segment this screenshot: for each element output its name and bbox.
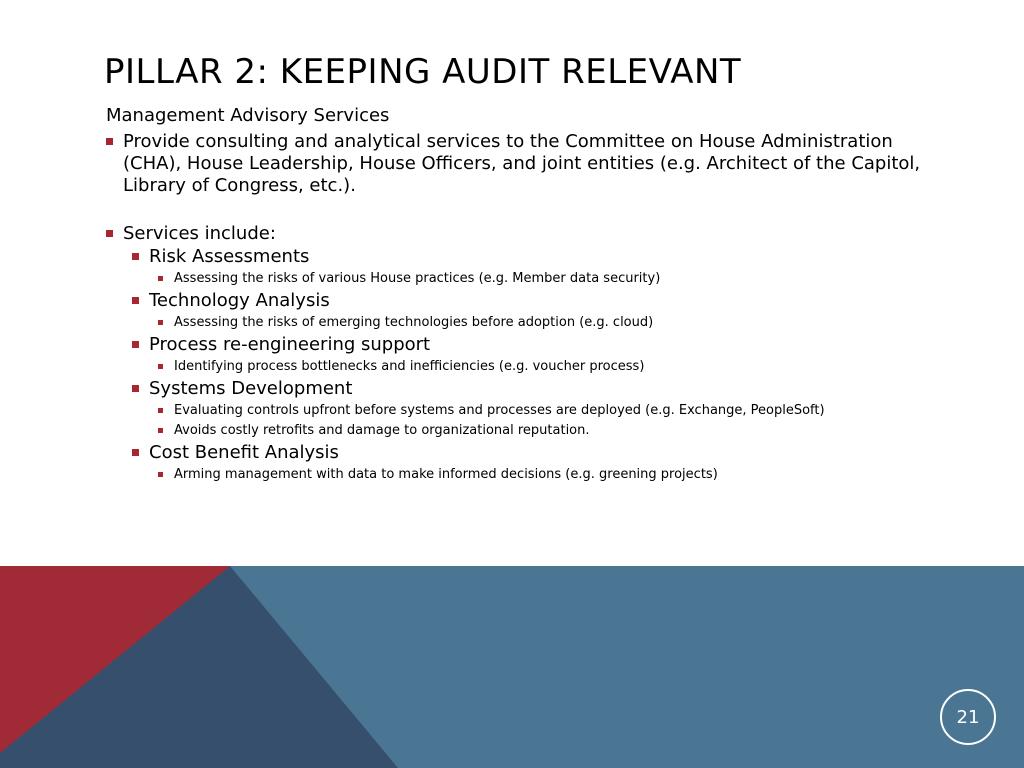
service-label: Cost Benefit Analysis — [149, 442, 339, 463]
bullet-text: Provide consulting and analytical services to the Committee on House Administration (CHA), House Leadership, House Officers, and joint entities (e.g. Architect of the Capitol, Library of Congress, etc.). — [123, 131, 921, 196]
service-detail — [104, 401, 924, 421]
service-label: Technology Analysis — [149, 290, 330, 311]
service-item — [104, 289, 924, 313]
square-bullet-icon — [158, 472, 163, 477]
square-bullet-icon — [158, 320, 163, 325]
page-number-badge — [940, 689, 996, 745]
service-item — [104, 245, 924, 269]
service-detail — [104, 313, 924, 333]
square-bullet-icon — [132, 297, 139, 304]
detail-text: Assessing the risks of emerging technologies before adoption (e.g. cloud) — [174, 315, 654, 330]
square-bullet-icon — [106, 230, 113, 237]
bullet-item-consulting — [104, 131, 924, 197]
detail-text: Identifying process bottlenecks and inefficiencies (e.g. voucher process) — [174, 359, 645, 374]
detail-text: Assessing the risks of various House practices (e.g. Member data security) — [174, 271, 661, 286]
page-number: 21 — [956, 706, 980, 728]
bullet-text: Services include: — [123, 223, 276, 244]
square-bullet-icon — [132, 449, 139, 456]
detail-text: Avoids costly retrofits and damage to organizational reputation. — [174, 423, 590, 438]
decorative-footer-band — [0, 566, 1024, 768]
service-detail — [104, 357, 924, 377]
bullet-item-services — [104, 223, 924, 245]
detail-text: Evaluating controls upfront before systems and processes are deployed (e.g. Exchange, PeopleSoft) — [174, 403, 825, 418]
detail-text: Arming management with data to make informed decisions (e.g. greening projects) — [174, 467, 718, 482]
square-bullet-icon — [158, 428, 163, 433]
service-item — [104, 441, 924, 465]
square-bullet-icon — [132, 253, 139, 260]
square-bullet-icon — [106, 138, 113, 145]
service-detail — [104, 269, 924, 289]
service-item — [104, 377, 924, 401]
square-bullet-icon — [158, 276, 163, 281]
service-label: Process re-engineering support — [149, 334, 431, 355]
service-label: Systems Development — [149, 378, 353, 399]
bullet-list — [104, 131, 924, 485]
service-label: Risk Assessments — [149, 246, 310, 267]
slide-subtitle: Management Advisory Services — [106, 105, 390, 126]
square-bullet-icon — [132, 385, 139, 392]
square-bullet-icon — [158, 408, 163, 413]
slide-title: PILLAR 2: KEEPING AUDIT RELEVANT — [104, 52, 742, 92]
service-item — [104, 333, 924, 357]
square-bullet-icon — [132, 341, 139, 348]
square-bullet-icon — [158, 364, 163, 369]
service-detail — [104, 421, 924, 441]
service-detail — [104, 465, 924, 485]
